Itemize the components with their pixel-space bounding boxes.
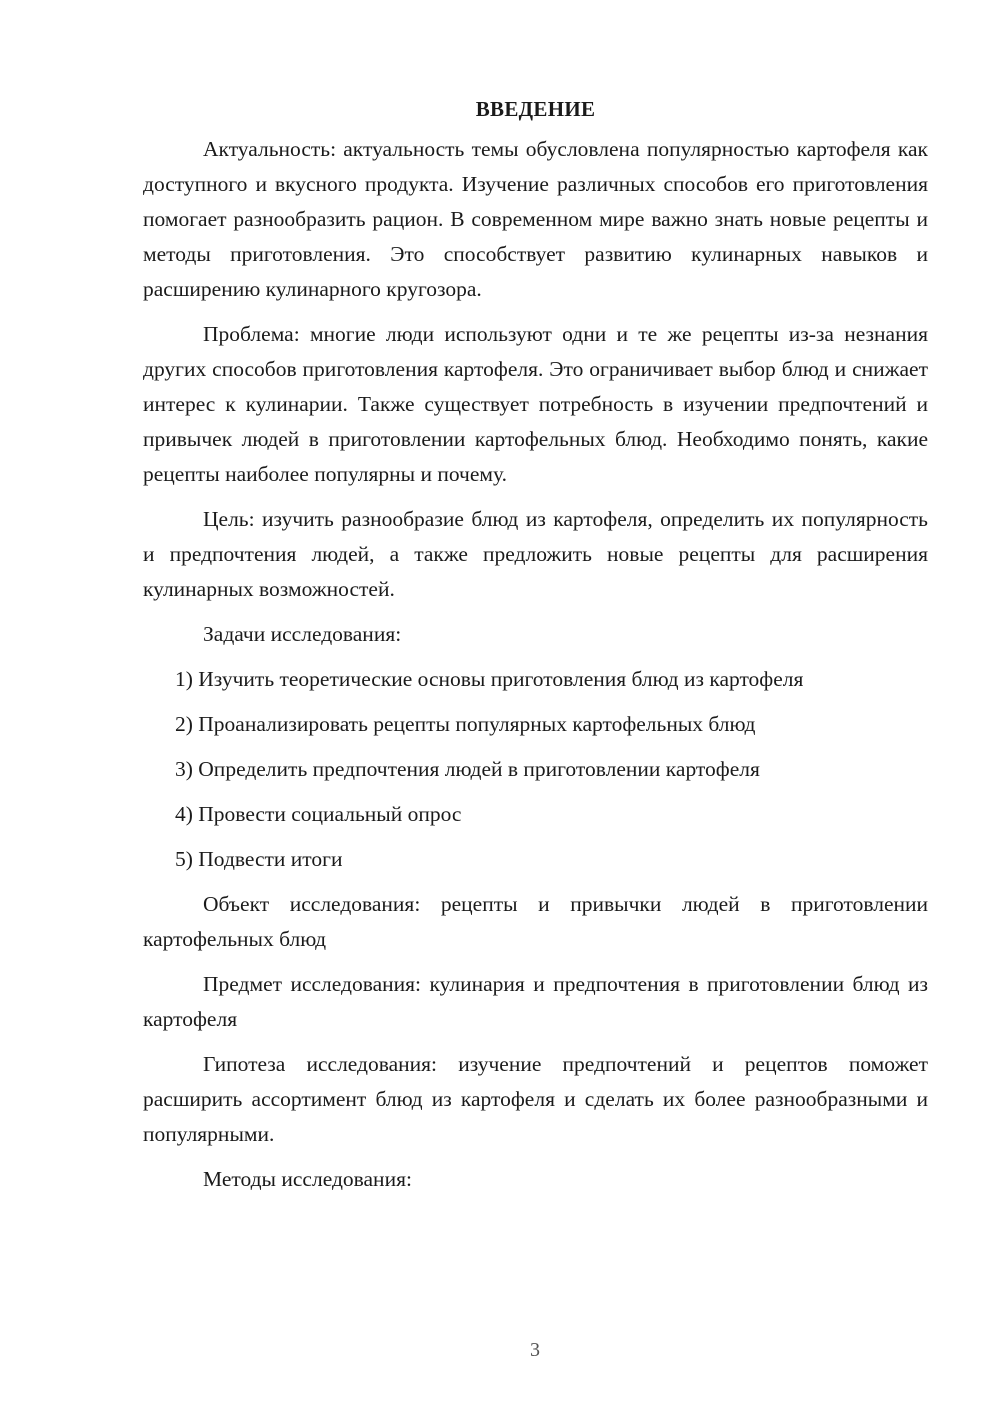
list-item: 2) Проанализировать рецепты популярных картофельных блюд bbox=[175, 712, 756, 736]
list-item: 1) Изучить теоретические основы приготовления блюд из картофеля bbox=[175, 667, 804, 691]
page-number: 3 bbox=[530, 1339, 540, 1361]
page-content bbox=[143, 92, 928, 1197]
paragraph-hypothesis: Гипотеза исследования: изучение предпочтений и рецептов поможет расширить ассортимент блюд из картофеля и сделать их более разнообразными и популярными. bbox=[143, 1052, 928, 1146]
paragraph-methods: Методы исследования: bbox=[203, 1167, 412, 1191]
section-title: ВВЕДЕНИЕ bbox=[475, 97, 596, 121]
paragraph-goal: Цель: изучить разнообразие блюд из картофеля, определить их популярность и предпочтения людей, а также предложить новые рецепты для расширения кулинарных возможностей. bbox=[143, 507, 928, 601]
list-item: 3) Определить предпочтения людей в приготовлении картофеля bbox=[175, 757, 760, 781]
list-item: 5) Подвести итоги bbox=[175, 847, 343, 871]
paragraph-relevance: Актуальность: актуальность темы обусловлена популярностью картофеля как доступного и вкусного продукта. Изучение различных способов его приготовления помогает разнообразить рацион. В современном мире важно знать новые рецепты и методы приготовления. Это способствует развитию кулинарных навыков и расширению кулинарного кругозора. bbox=[143, 137, 928, 301]
list-item: 4) Провести социальный опрос bbox=[175, 802, 462, 826]
paragraph-subject: Предмет исследования: кулинария и предпочтения в приготовлении блюд из картофеля bbox=[143, 972, 928, 1031]
tasks-heading: Задачи исследования: bbox=[203, 622, 402, 646]
paragraph-problem: Проблема: многие люди используют одни и те же рецепты из-за незнания других способов приготовления картофеля. Это ограничивает выбор блюд и снижает интерес к кулинарии. Также существует потребность в изучении предпочтений и привычек людей в приготовлении картофельных блюд. Необходимо понять, какие рецепты наиболее популярны и почему. bbox=[143, 322, 928, 486]
task-list bbox=[143, 662, 928, 877]
paragraph-object: Объект исследования: рецепты и привычки людей в приготовлении картофельных блюд bbox=[143, 892, 928, 951]
